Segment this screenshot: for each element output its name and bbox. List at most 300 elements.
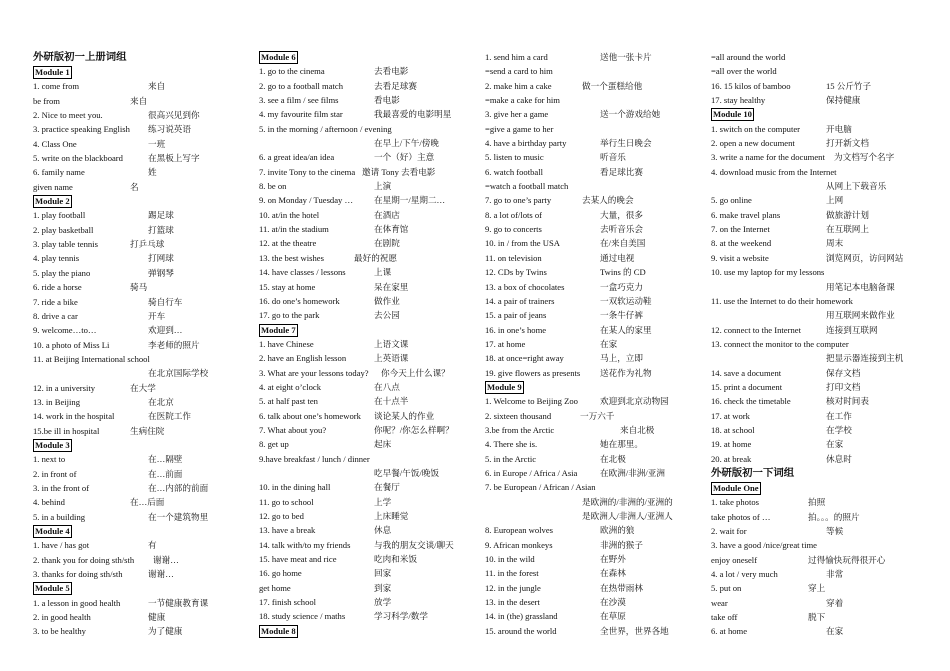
chinese-meaning: 上床睡觉: [374, 511, 409, 521]
english-phrase: 2. thank you for doing sth/sth: [33, 554, 135, 565]
phrase-row: [259, 165, 477, 179]
english-phrase: 1. take photos: [711, 497, 759, 508]
phrase-row: [33, 381, 248, 395]
english-phrase: 7. ride a bike: [33, 296, 78, 307]
phrase-row: [259, 64, 477, 78]
chinese-meaning: 上网: [826, 195, 844, 206]
english-phrase: 12. at the theatre: [259, 238, 317, 249]
english-phrase: 16. check the timetable: [711, 396, 791, 407]
phrase-row: [711, 323, 946, 337]
english-phrase: 4. a lot / very much: [711, 569, 778, 580]
english-phrase: 1. a lesson in good health: [33, 597, 121, 608]
phrase-row: [259, 452, 477, 466]
english-phrase: 2. Nice to meet you.: [33, 110, 103, 121]
chinese-meaning: 是欧洲的/非洲的/亚洲的: [582, 496, 673, 507]
phrase-row: [33, 481, 248, 495]
phrase-row: [485, 423, 705, 437]
english-phrase: 3. give her a game: [485, 109, 549, 120]
english-phrase: 9. go to concerts: [485, 224, 542, 235]
phrase-row: [485, 251, 705, 265]
english-phrase: 16. in one’s home: [485, 324, 547, 335]
chinese-meaning: 练习说英语: [148, 124, 191, 135]
english-phrase: 16. do one’s homework: [259, 295, 340, 306]
column-2: [259, 50, 477, 638]
phrase-row: [485, 480, 705, 494]
english-phrase: 6. in Europe / Africa / Asia: [485, 467, 578, 478]
phrase-row: [485, 179, 705, 193]
english-phrase: get home: [259, 582, 291, 593]
english-phrase: =watch a football match: [485, 181, 569, 192]
phrase-row: [259, 122, 477, 136]
chinese-meaning: 一双软运动鞋: [600, 295, 652, 306]
english-phrase: 19. at home: [711, 439, 752, 450]
chinese-meaning: 送他一张卡片: [600, 52, 652, 62]
phrase-row: [711, 380, 946, 394]
phrase-row: [485, 222, 705, 236]
chinese-meaning: 她在那里。: [600, 439, 643, 450]
phrase-row: [33, 295, 248, 309]
english-phrase: 8. at the weekend: [711, 238, 772, 249]
chinese-meaning: 上课: [374, 267, 392, 278]
phrase-row: [33, 79, 248, 93]
english-phrase: 3. in the front of: [33, 482, 90, 493]
phrase-row: [33, 323, 248, 337]
english-phrase: enjoy oneself: [711, 554, 758, 565]
phrase-row: [485, 581, 705, 595]
phrase-row: [711, 423, 946, 437]
english-phrase: 11. at/in the stadium: [259, 224, 329, 235]
chinese-meaning: 连接到互联网: [826, 324, 878, 335]
english-phrase: 1. go to the cinema: [259, 66, 325, 77]
chinese-meaning: 我最喜爱的电影明星: [374, 109, 452, 120]
module-header: [33, 438, 248, 452]
chinese-meaning: 有: [148, 540, 157, 551]
chinese-meaning: 来自: [130, 95, 148, 106]
chinese-meaning: 在草原: [600, 611, 626, 622]
phrase-row: [259, 538, 477, 552]
module-label: Module One: [713, 482, 759, 493]
phrase-row: [485, 366, 705, 380]
english-phrase: 10. use my laptop for my lessons: [711, 267, 825, 278]
chinese-meaning: 拍。。。的照片: [808, 511, 860, 522]
module-header: [485, 380, 705, 394]
chinese-meaning: 在北京国际学校: [148, 368, 209, 379]
english-phrase: 8. be on: [259, 181, 287, 192]
phrase-row: [711, 236, 946, 250]
chinese-meaning: 谢谢…: [148, 569, 174, 580]
english-phrase: 13. in the desert: [485, 597, 540, 608]
module-header: [711, 481, 946, 495]
phrase-row: [711, 553, 946, 567]
english-phrase: 9. visit a website: [711, 252, 769, 263]
phrase-row: [33, 596, 248, 610]
english-phrase: 16. go home: [259, 568, 302, 579]
chinese-meaning: 一个（好）主意: [374, 152, 435, 163]
chinese-meaning: 在剧院: [374, 238, 400, 249]
english-phrase: 3. to be healthy: [33, 626, 86, 637]
phrase-row: [485, 609, 705, 623]
chinese-meaning: 骑马: [130, 282, 148, 293]
chinese-meaning: 保持健康: [826, 95, 861, 106]
english-phrase: 11. on television: [485, 252, 542, 263]
phrase-row: [485, 308, 705, 322]
module-header: [33, 65, 248, 79]
english-phrase: 2. in good health: [33, 612, 91, 623]
english-phrase: 2. make him a cake: [485, 80, 552, 91]
chinese-meaning: 吃肉和米饭: [374, 554, 417, 565]
english-phrase: 6. watch football: [485, 166, 543, 177]
english-phrase: 9. African monkeys: [485, 539, 553, 550]
chinese-meaning: 在大学: [130, 382, 156, 393]
chinese-meaning: 通过电视: [600, 252, 635, 263]
module-header: [33, 194, 248, 208]
module-label: Module 8: [261, 625, 296, 636]
phrase-row: [33, 424, 248, 438]
phrase-row: [711, 136, 946, 150]
chinese-meaning: 非洲的猴子: [600, 539, 643, 550]
chinese-meaning: 在/来自美国: [600, 238, 646, 249]
phrase-row: [485, 265, 705, 279]
phrase-row: [485, 208, 705, 222]
english-phrase: 15.be ill in hospital: [33, 425, 100, 436]
english-phrase: 8. get up: [259, 439, 289, 450]
phrase-row: [259, 251, 477, 265]
phrase-row: [711, 524, 946, 538]
english-phrase: 7. go to one’s party: [485, 195, 552, 206]
chinese-meaning: 一条牛仔裤: [600, 310, 643, 321]
phrase-row: [711, 409, 946, 423]
chinese-meaning: 最好的祝愿: [354, 252, 397, 263]
english-phrase: 2. open a new document: [711, 138, 795, 149]
english-phrase: 1. next to: [33, 454, 66, 465]
english-phrase: 1. switch on the computer: [711, 123, 801, 134]
phrase-row: [259, 79, 477, 93]
english-phrase: 1. have Chinese: [259, 338, 314, 349]
chinese-meaning: 打开新文档: [826, 138, 869, 149]
chinese-meaning: 一盒巧克力: [600, 281, 643, 292]
english-phrase: 4. have a birthday party: [485, 138, 567, 149]
english-phrase: 11. at Beijing International school: [33, 353, 150, 364]
chinese-meaning: 去看足球赛: [374, 80, 417, 91]
phrase-row: [259, 179, 477, 193]
chinese-meaning: 谢谢…: [153, 554, 179, 565]
english-phrase: 14. save a document: [711, 367, 782, 378]
english-phrase: =give a game to her: [485, 123, 554, 134]
english-phrase: 11. go to school: [259, 496, 314, 507]
phrase-row: [485, 93, 705, 107]
phrase-row: [485, 523, 705, 537]
chinese-meaning: 学习科学/数学: [374, 611, 428, 622]
english-phrase: given name: [33, 181, 73, 192]
phrase-row: [33, 108, 248, 122]
english-phrase: =all over the world: [711, 66, 777, 77]
chinese-meaning: 打乒乓球: [130, 239, 165, 250]
phrase-row: [711, 50, 946, 64]
english-phrase: 12. in the jungle: [485, 582, 541, 593]
phrase-row: [259, 495, 477, 509]
english-phrase: 13. the best wishes: [259, 252, 324, 263]
chinese-meaning: 你呢？/你怎么样啊？: [374, 424, 454, 435]
english-phrase: wear: [711, 597, 728, 608]
chinese-meaning: 在…内部的前面: [148, 482, 209, 493]
chinese-meaning: 去看电影: [374, 66, 409, 77]
column-1: [33, 50, 248, 639]
english-phrase: 13. a box of chocolates: [485, 281, 565, 292]
chinese-meaning: 在互联网上: [826, 224, 869, 235]
phrase-row: [711, 452, 946, 466]
english-phrase: 14. talk with/to my friends: [259, 539, 351, 550]
english-phrase: 4. play tennis: [33, 253, 80, 264]
phrase-row: [33, 251, 248, 265]
phrase-row: [485, 452, 705, 466]
phrase-row: [33, 567, 248, 581]
chinese-meaning: 休息时: [826, 453, 852, 464]
chinese-meaning: 15 公斤竹子: [826, 80, 872, 91]
chinese-meaning: 在家: [600, 338, 618, 349]
phrase-row: [711, 538, 946, 552]
english-phrase: 13. in Beijing: [33, 396, 81, 407]
english-phrase: 14. work in the hospital: [33, 411, 115, 422]
phrase-row: [711, 280, 946, 294]
phrase-row: [259, 523, 477, 537]
chinese-meaning: 全世界，世界各地: [600, 625, 669, 636]
english-phrase: 12. connect to the Internet: [711, 324, 801, 335]
phrase-row: [711, 251, 946, 265]
english-phrase: 8. a lot of/lots of: [485, 209, 543, 220]
phrase-row: [711, 150, 946, 164]
english-phrase: 10. at/in the hotel: [259, 209, 320, 220]
chinese-meaning: 等候: [826, 526, 844, 536]
section-title: 外研版初一下词组: [711, 467, 795, 479]
english-phrase: 5. in the morning / afternoon / evening: [259, 123, 392, 134]
english-phrase: 3. see a film / see films: [259, 95, 339, 106]
chinese-meaning: 上语文课: [374, 338, 409, 349]
phrase-row: [33, 266, 248, 280]
english-phrase: 6. a great idea/an idea: [259, 152, 335, 163]
phrase-row: [485, 409, 705, 423]
phrase-row: [485, 193, 705, 207]
chinese-meaning: 在家: [826, 439, 844, 450]
phrase-row: [33, 237, 248, 251]
chinese-meaning: 谈论某人的作业: [374, 410, 435, 421]
english-phrase: 15. have meat and rice: [259, 554, 337, 565]
phrase-row: [485, 509, 705, 523]
english-phrase: 15. stay at home: [259, 281, 316, 292]
phrase-row: [33, 409, 248, 423]
english-phrase: 14. have classes / lessons: [259, 267, 346, 278]
phrase-row: [259, 466, 477, 480]
phrase-row: [711, 610, 946, 624]
phrase-row: [33, 495, 248, 509]
phrase-row: [33, 280, 248, 294]
english-phrase: 2. play basketball: [33, 224, 94, 235]
chinese-meaning: 健康: [148, 612, 166, 623]
english-phrase: 1. play football: [33, 210, 86, 221]
chinese-meaning: 打篮球: [148, 224, 174, 235]
chinese-meaning: 在某人的家里: [600, 324, 652, 335]
english-phrase: 6. make travel plans: [711, 209, 781, 220]
phrase-row: [485, 122, 705, 136]
chinese-meaning: 非常: [826, 569, 844, 580]
phrase-row: [711, 337, 946, 351]
phrase-row: [259, 236, 477, 250]
chinese-meaning: 浏览网页，访问网站: [826, 252, 904, 263]
english-phrase: 18. at once=right away: [485, 353, 564, 364]
phrase-row: [33, 122, 248, 136]
chinese-meaning: 骑自行车: [148, 296, 183, 307]
chinese-meaning: 核对时间表: [826, 396, 869, 407]
phrase-row: [485, 566, 705, 580]
chinese-meaning: 上演: [374, 181, 392, 192]
english-phrase: 1. come from: [33, 81, 80, 92]
chinese-meaning: 休息: [374, 525, 392, 536]
chinese-meaning: 看电影: [374, 95, 400, 106]
chinese-meaning: 一节健康教育课: [148, 597, 209, 608]
chinese-meaning: 在体育馆: [374, 224, 409, 235]
module-label: Module 1: [35, 67, 70, 77]
phrase-row: [259, 609, 477, 623]
english-phrase: 4. download music from the Internet: [711, 166, 837, 177]
phrase-row: [33, 610, 248, 624]
english-phrase: 5. write on the blackboard: [33, 153, 123, 164]
english-phrase: 6. talk about one’s homework: [259, 410, 361, 421]
english-phrase: 1. send him a card: [485, 52, 548, 62]
english-phrase: 14. a pair of trainers: [485, 295, 555, 306]
chinese-meaning: 在星期一/星期二…: [374, 195, 446, 206]
phrase-row: [259, 409, 477, 423]
chinese-meaning: 为文档写个名字: [834, 152, 895, 163]
chinese-meaning: 回家: [374, 568, 392, 579]
english-phrase: 10. in the dining hall: [259, 482, 331, 493]
chinese-meaning: 在十点半: [374, 396, 409, 407]
english-phrase: 10. in the wild: [485, 554, 535, 565]
english-phrase: 17. at home: [485, 338, 526, 349]
english-phrase: 17. finish school: [259, 597, 317, 608]
phrase-row: [259, 380, 477, 394]
chinese-meaning: 李老师的照片: [148, 339, 200, 350]
phrase-row: [485, 165, 705, 179]
phrase-row: [711, 581, 946, 595]
module-label: Module 3: [35, 439, 70, 450]
phrase-row: [485, 538, 705, 552]
chinese-meaning: 在黑板上写字: [148, 153, 200, 164]
phrase-row: [33, 624, 248, 638]
chinese-meaning: 用笔记本电脑备课: [826, 281, 895, 292]
english-phrase: =all around the world: [711, 52, 786, 62]
english-phrase: 1. Welcome to Beijing Zoo: [485, 396, 578, 407]
phrase-row: [33, 137, 248, 151]
english-phrase: 20. at break: [711, 453, 752, 464]
chinese-meaning: 欢迎到北京动物园: [600, 396, 669, 407]
english-phrase: 3. thanks for doing sth/sth: [33, 569, 123, 580]
chinese-meaning: 在医院工作: [148, 411, 191, 422]
chinese-meaning: 穿着: [826, 597, 844, 608]
phrase-row: [259, 93, 477, 107]
chinese-meaning: 为了健康: [148, 626, 183, 637]
module-label: Module 6: [261, 52, 296, 62]
phrase-row: [711, 93, 946, 107]
chinese-meaning: 来自北极: [620, 424, 655, 435]
phrase-row: [33, 538, 248, 552]
english-phrase: 4. Class One: [33, 138, 77, 149]
chinese-meaning: 去某人的晚会: [582, 195, 634, 206]
english-phrase: 6. ride a horse: [33, 282, 82, 293]
english-phrase: 6. at home: [711, 626, 748, 637]
chinese-meaning: 在一个建筑物里: [148, 511, 209, 522]
column-4: [711, 50, 946, 639]
english-phrase: 8. drive a car: [33, 310, 78, 321]
chinese-meaning: 从网上下载音乐: [826, 181, 887, 192]
english-phrase: 11. in the forest: [485, 568, 539, 579]
phrase-row: [33, 208, 248, 222]
phrase-row: [485, 466, 705, 480]
english-phrase: 17. stay healthy: [711, 95, 766, 106]
module-header: [259, 323, 477, 337]
module-header: [33, 524, 248, 538]
phrase-row: [485, 394, 705, 408]
chinese-meaning: 在学校: [826, 424, 852, 435]
english-phrase: 2. in front of: [33, 468, 77, 479]
chinese-meaning: 打网球: [148, 253, 174, 264]
phrase-row: [33, 510, 248, 524]
phrase-row: [259, 308, 477, 322]
phrase-row: [711, 366, 946, 380]
phrase-row: [33, 366, 248, 380]
chinese-meaning: 起床: [374, 439, 392, 450]
chinese-meaning: 在家: [826, 626, 844, 637]
phrase-row: [711, 64, 946, 78]
module-label: Module 9: [487, 381, 522, 392]
chinese-meaning: 是欧洲人/非洲人/亚洲人: [582, 511, 673, 521]
phrase-row: [259, 595, 477, 609]
chinese-meaning: 在…隔壁: [148, 454, 183, 465]
english-phrase: 4. my favourite film star: [259, 109, 343, 120]
phrase-row: [711, 351, 946, 365]
chinese-meaning: 上学: [374, 496, 392, 507]
english-phrase: 3. What are your lessons today?: [259, 367, 369, 378]
phrase-row: [485, 323, 705, 337]
chinese-meaning: 生病住院: [130, 425, 165, 436]
phrase-row: [485, 107, 705, 121]
english-phrase: =send a card to him: [485, 66, 553, 77]
english-phrase: 19. give flowers as presents: [485, 367, 581, 378]
english-phrase: 2. wait for: [711, 526, 747, 536]
english-phrase: 12. in a university: [33, 382, 96, 393]
phrase-row: [259, 280, 477, 294]
phrase-row: [485, 351, 705, 365]
phrase-row: [259, 337, 477, 351]
phrase-row: [485, 280, 705, 294]
chinese-meaning: 去听音乐会: [600, 224, 643, 235]
chinese-meaning: Twins 的 CD: [600, 267, 646, 278]
english-phrase: 2. sixteen thousand: [485, 410, 552, 421]
chinese-meaning: 在酒店: [374, 209, 400, 220]
phrase-row: [711, 567, 946, 581]
english-phrase: 15. a pair of jeans: [485, 310, 547, 321]
phrase-row: [711, 510, 946, 524]
chinese-meaning: 与我的朋友交谈/聊天: [374, 539, 454, 550]
phrase-row: [259, 437, 477, 451]
chinese-meaning: 大量，很多: [600, 209, 643, 220]
chinese-meaning: 马上，立即: [600, 353, 643, 364]
section-title: 外研版初一上册词组: [33, 52, 127, 63]
chinese-meaning: 听音乐: [600, 152, 626, 163]
module-label: Module 5: [35, 583, 70, 594]
phrase-row: [711, 165, 946, 179]
english-phrase: take photos of …: [711, 511, 771, 522]
english-phrase: 15. print a document: [711, 381, 783, 392]
chinese-meaning: 在北极: [600, 453, 626, 464]
